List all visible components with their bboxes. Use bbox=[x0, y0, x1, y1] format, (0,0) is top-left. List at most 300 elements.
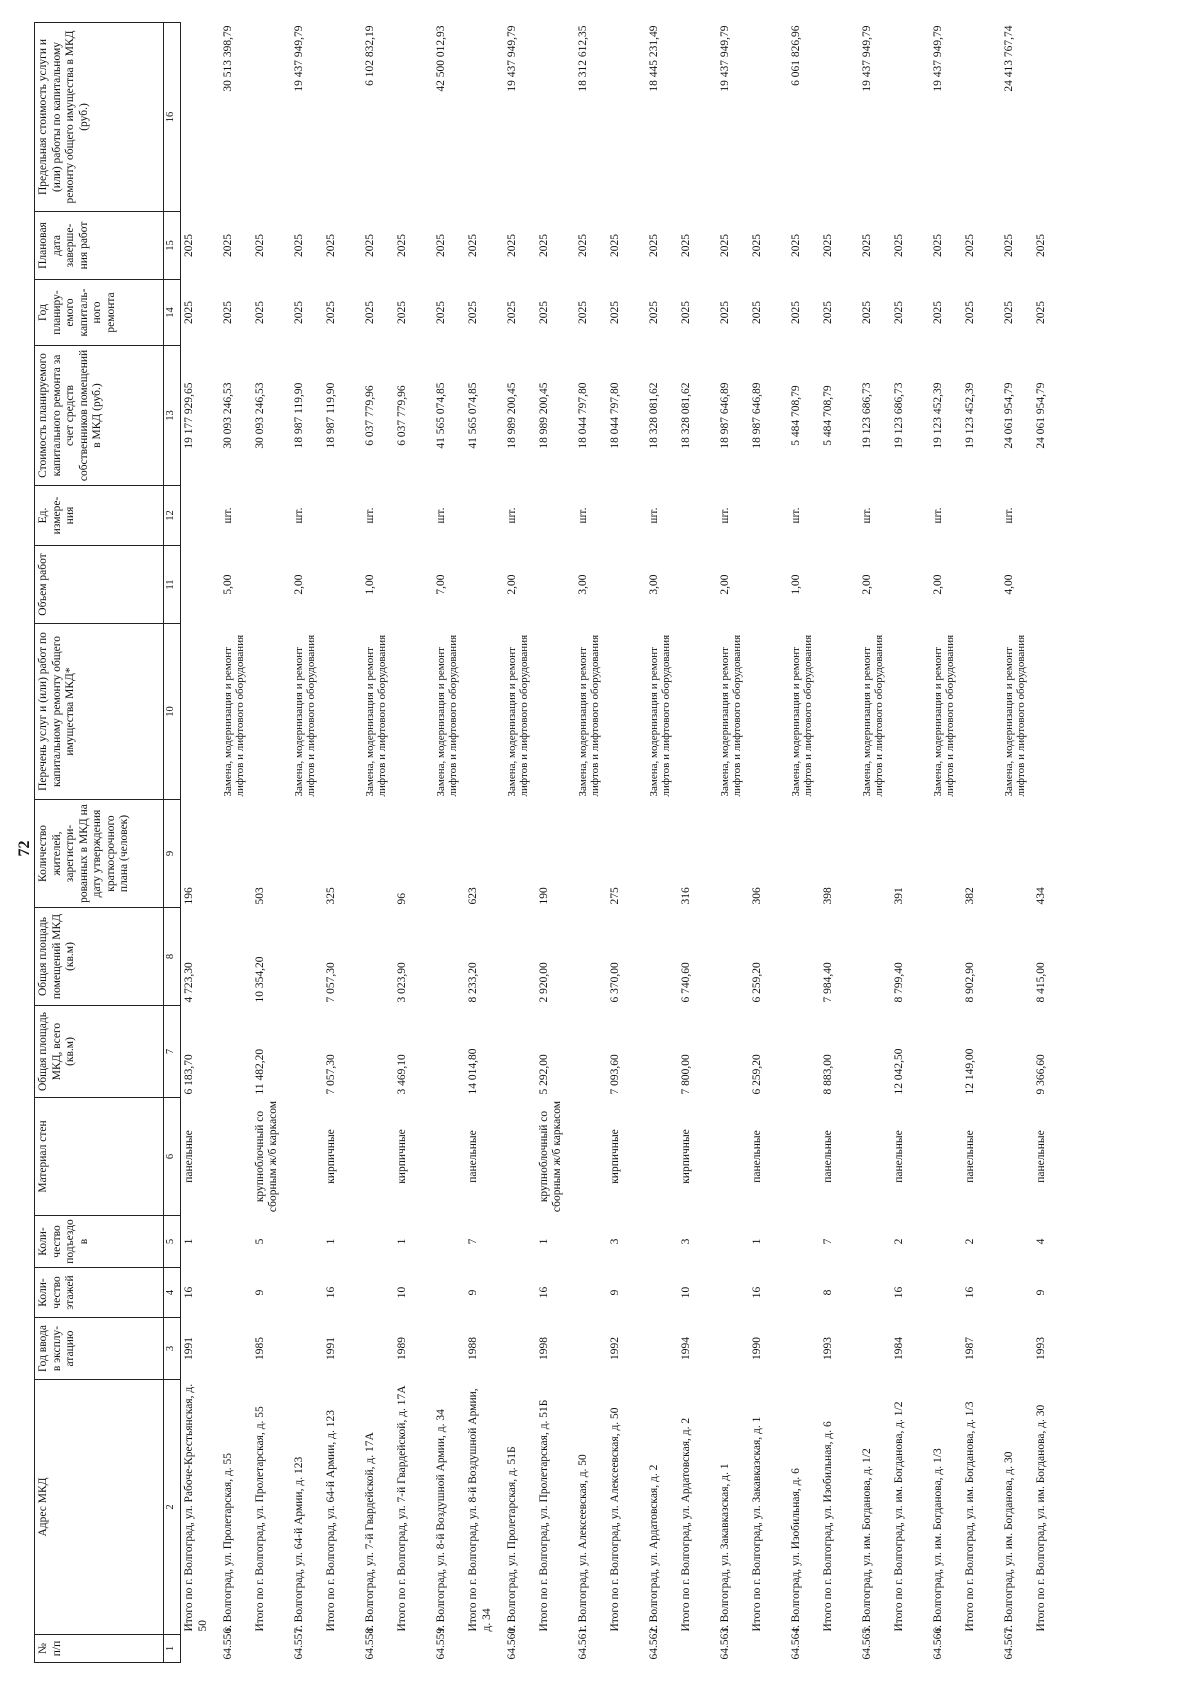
floors-cell bbox=[997, 1268, 1033, 1318]
total-area-cell bbox=[571, 1006, 607, 1098]
row-number: 64.564. bbox=[790, 1625, 802, 1660]
work-volume-cell bbox=[678, 546, 713, 624]
work-list-cell bbox=[252, 624, 287, 800]
total-area-cell: 7 093,60 bbox=[609, 1054, 621, 1095]
max-cost-cell bbox=[607, 23, 642, 212]
unit-cell: шт. bbox=[790, 507, 802, 524]
wall-material-cell: кирпичные bbox=[680, 1129, 692, 1184]
table-body bbox=[181, 23, 1069, 1663]
work-volume-cell: 2,00 bbox=[932, 574, 944, 595]
max-cost-cell: 19 437 949,79 bbox=[932, 25, 944, 92]
unit-cell: шт. bbox=[932, 507, 944, 524]
completion-date-cell: 2025 bbox=[648, 234, 660, 257]
max-cost-cell bbox=[678, 23, 713, 212]
work-volume-cell bbox=[820, 546, 855, 624]
wall-material-cell: крупноблочный со сборным ж/б каркасом bbox=[254, 1100, 280, 1213]
work-volume-cell: 2,00 bbox=[293, 574, 305, 595]
wall-material-cell bbox=[358, 1098, 394, 1216]
row-number bbox=[536, 1635, 571, 1663]
unit-cell bbox=[962, 486, 997, 546]
total-row bbox=[749, 23, 784, 1663]
wall-material-cell bbox=[287, 1098, 323, 1216]
max-cost-cell: 6 061 826,96 bbox=[790, 25, 802, 86]
unit-cell: шт. bbox=[719, 507, 731, 524]
entrances-cell: 1 bbox=[325, 1238, 337, 1245]
max-cost-cell bbox=[749, 23, 784, 212]
floors-cell: 16 bbox=[751, 1286, 763, 1299]
wall-material-cell: панельные bbox=[1035, 1130, 1047, 1183]
entrances-cell bbox=[571, 1216, 607, 1268]
address-cell: Итого по г. Волгоград, ул. Рабоче-Крестьянская, д. 50 bbox=[183, 1383, 209, 1632]
repair-year-cell: 2025 bbox=[364, 301, 376, 324]
entrances-cell bbox=[500, 1216, 536, 1268]
unit-cell: шт. bbox=[648, 507, 660, 524]
entrances-cell: 1 bbox=[396, 1238, 408, 1245]
address-cell: Итого по г. Волгоград, ул. 64-й Армии, д. 123 bbox=[325, 1410, 337, 1632]
work-list-cell: Замена, модернизация и ремонт лифтов и лифтового оборудования bbox=[506, 634, 531, 797]
total-row bbox=[1033, 23, 1068, 1663]
work-volume-cell: 7,00 bbox=[435, 574, 447, 595]
total-area-cell: 8 883,00 bbox=[822, 1054, 834, 1095]
repair-cost-cell: 18 044 797,80 bbox=[609, 382, 621, 449]
premises-area-cell: 8 415,00 bbox=[1035, 962, 1047, 1003]
repair-cost-cell: 19 123 452,39 bbox=[964, 382, 976, 449]
work-volume-cell bbox=[252, 546, 287, 624]
table-row bbox=[926, 23, 962, 1663]
column-number: 2 bbox=[164, 1380, 181, 1635]
repair-year-cell: 2025 bbox=[822, 301, 834, 324]
year-built-cell: 1991 bbox=[325, 1337, 337, 1360]
entrances-cell bbox=[216, 1216, 252, 1268]
max-cost-cell: 30 513 398,79 bbox=[222, 25, 234, 92]
premises-area-cell bbox=[358, 908, 394, 1006]
floors-cell bbox=[287, 1268, 323, 1318]
column-number: 13 bbox=[164, 346, 181, 486]
completion-date-cell: 2025 bbox=[467, 234, 479, 257]
row-number: 64.559. bbox=[435, 1625, 447, 1660]
repair-year-cell: 2025 bbox=[1003, 301, 1015, 324]
column-number: 14 bbox=[164, 280, 181, 346]
wall-material-cell bbox=[855, 1098, 891, 1216]
total-area-cell bbox=[784, 1006, 820, 1098]
floors-cell: 9 bbox=[1035, 1289, 1047, 1296]
repair-year-cell: 2025 bbox=[932, 301, 944, 324]
entrances-cell: 7 bbox=[822, 1238, 834, 1245]
premises-area-cell: 6 370,00 bbox=[609, 962, 621, 1003]
work-volume-cell bbox=[323, 546, 358, 624]
total-area-cell bbox=[287, 1006, 323, 1098]
wall-material-cell: панельные bbox=[964, 1130, 976, 1183]
work-list-cell bbox=[749, 624, 784, 800]
column-header: Плановая дата заверше-ния работ bbox=[35, 212, 164, 280]
completion-date-cell: 2025 bbox=[577, 234, 589, 257]
row-number bbox=[394, 1635, 429, 1663]
work-list-cell bbox=[962, 624, 997, 800]
column-number: 6 bbox=[164, 1098, 181, 1216]
residents-cell: 96 bbox=[396, 893, 408, 905]
repair-year-cell: 2025 bbox=[222, 301, 234, 324]
completion-date-cell: 2025 bbox=[293, 234, 305, 257]
row-number: 64.563. bbox=[719, 1625, 731, 1660]
table-row bbox=[713, 23, 749, 1663]
address-cell: г. Волгоград, ул. 8-й Воздушной Армии, д. 34 bbox=[435, 1409, 447, 1632]
wall-material-cell: кирпичные bbox=[325, 1129, 337, 1184]
floors-cell: 16 bbox=[893, 1286, 905, 1299]
repair-year-cell: 2025 bbox=[893, 301, 905, 324]
total-area-cell bbox=[997, 1006, 1033, 1098]
table-row bbox=[855, 23, 891, 1663]
address-cell: Итого по г. Волгоград, ул. им. Богданова, д. 30 bbox=[1035, 1404, 1047, 1632]
wall-material-cell: кирпичные bbox=[396, 1129, 408, 1184]
unit-cell: шт. bbox=[861, 507, 873, 524]
work-volume-cell: 2,00 bbox=[861, 574, 873, 595]
entrances-cell: 2 bbox=[964, 1238, 976, 1245]
row-number bbox=[607, 1635, 642, 1663]
address-cell: г. Волгоград, ул. Закавказская, д. 1 bbox=[719, 1463, 731, 1632]
max-cost-cell bbox=[394, 23, 429, 212]
year-built-cell: 1988 bbox=[467, 1337, 479, 1360]
work-list-cell bbox=[678, 624, 713, 800]
total-area-cell: 6 259,20 bbox=[751, 1054, 763, 1095]
address-cell: г. Волгоград, ул. Алексеевская, д. 50 bbox=[577, 1454, 589, 1632]
residents-cell bbox=[571, 800, 607, 908]
completion-date-cell: 2025 bbox=[964, 234, 976, 257]
column-header: Общая площадь МКД, всего (кв.м) bbox=[35, 1006, 164, 1098]
work-list-cell bbox=[536, 624, 571, 800]
work-list-cell: Замена, модернизация и ремонт лифтов и лифтового оборудования bbox=[861, 634, 886, 797]
repair-year-cell: 2025 bbox=[254, 301, 266, 324]
floors-cell: 16 bbox=[325, 1286, 337, 1299]
unit-cell bbox=[323, 486, 358, 546]
total-area-cell: 6 183,70 bbox=[183, 1054, 195, 1095]
row-number: 64.566. bbox=[932, 1625, 944, 1660]
completion-date-cell: 2025 bbox=[932, 234, 944, 257]
year-built-cell bbox=[287, 1318, 323, 1380]
column-header: Объем работ bbox=[35, 546, 164, 624]
total-row bbox=[252, 23, 287, 1663]
residents-cell: 316 bbox=[680, 887, 692, 905]
column-number: 7 bbox=[164, 1006, 181, 1098]
max-cost-cell: 42 500 012,93 bbox=[435, 25, 447, 92]
work-volume-cell: 3,00 bbox=[577, 574, 589, 595]
repair-year-cell: 2025 bbox=[325, 301, 337, 324]
address-cell: Итого по г. Волгоград, ул. им. Богданова, д. 1/3 bbox=[964, 1401, 976, 1632]
wall-material-cell bbox=[997, 1098, 1033, 1216]
address-cell: г. Волгоград, ул. 7-й Гвардейской, д. 17А bbox=[364, 1432, 376, 1632]
row-number: 64.560. bbox=[506, 1625, 518, 1660]
year-built-cell bbox=[500, 1318, 536, 1380]
residents-cell bbox=[358, 800, 394, 908]
page-number: 72 bbox=[16, 840, 33, 857]
work-volume-cell bbox=[465, 546, 500, 624]
unit-cell bbox=[465, 486, 500, 546]
work-list-cell: Замена, модернизация и ремонт лифтов и лифтового оборудования bbox=[648, 634, 673, 797]
address-cell: Итого по г. Волгоград, ул. 7-й Гвардейской, д. 17А bbox=[396, 1385, 408, 1632]
completion-date-cell: 2025 bbox=[222, 234, 234, 257]
total-area-cell bbox=[216, 1006, 252, 1098]
row-number: 64.565. bbox=[861, 1625, 873, 1660]
floors-cell: 16 bbox=[183, 1286, 195, 1299]
repair-year-cell: 2025 bbox=[719, 301, 731, 324]
repair-year-cell: 2025 bbox=[538, 301, 550, 324]
repair-year-cell: 2025 bbox=[293, 301, 305, 324]
address-cell: г. Волгоград, ул. им. Богданова, д. 1/3 bbox=[932, 1448, 944, 1632]
total-area-cell bbox=[358, 1006, 394, 1098]
year-built-cell bbox=[358, 1318, 394, 1380]
year-built-cell: 1990 bbox=[751, 1337, 763, 1360]
year-built-cell: 1984 bbox=[893, 1337, 905, 1360]
wall-material-cell: панельные bbox=[893, 1130, 905, 1183]
repair-cost-cell: 18 987 646,89 bbox=[719, 382, 731, 449]
column-header: Общая площадь помещений МКД (кв.м) bbox=[35, 908, 164, 1006]
unit-cell: шт. bbox=[293, 507, 305, 524]
work-list-cell bbox=[465, 624, 500, 800]
table-row bbox=[642, 23, 678, 1663]
entrances-cell bbox=[997, 1216, 1033, 1268]
column-header: Перечень услуг и (или) работ по капитальному ремонту общего имущества МКД* bbox=[35, 624, 164, 800]
year-built-cell: 1991 bbox=[183, 1337, 195, 1360]
repair-year-cell: 2025 bbox=[964, 301, 976, 324]
floors-cell bbox=[500, 1268, 536, 1318]
premises-area-cell: 7 984,40 bbox=[822, 962, 834, 1003]
max-cost-cell bbox=[536, 23, 571, 212]
max-cost-cell: 6 102 832,19 bbox=[364, 25, 376, 86]
entrances-cell: 3 bbox=[680, 1238, 692, 1245]
row-number bbox=[962, 1635, 997, 1663]
column-number: 11 bbox=[164, 546, 181, 624]
wall-material-cell: панельные bbox=[751, 1130, 763, 1183]
repair-cost-cell: 30 093 246,53 bbox=[254, 382, 266, 449]
work-list-cell: Замена, модернизация и ремонт лифтов и лифтового оборудования bbox=[222, 634, 247, 797]
column-header: Количество жителей, зарегистри-рованных в МКД на дату утверждения краткосрочного плана (человек) bbox=[35, 800, 164, 908]
entrances-cell bbox=[926, 1216, 962, 1268]
work-volume-cell: 1,00 bbox=[364, 574, 376, 595]
floors-cell: 16 bbox=[964, 1286, 976, 1299]
total-row bbox=[465, 23, 500, 1663]
total-area-cell: 12 149,00 bbox=[964, 1048, 976, 1095]
unit-cell bbox=[1033, 486, 1068, 546]
premises-area-cell: 4 723,30 bbox=[183, 962, 195, 1003]
unit-cell: шт. bbox=[577, 507, 589, 524]
row-number bbox=[678, 1635, 713, 1663]
entrances-cell bbox=[642, 1216, 678, 1268]
work-list-cell bbox=[891, 624, 926, 800]
total-area-cell: 12 042,50 bbox=[893, 1048, 905, 1095]
completion-date-cell: 2025 bbox=[506, 234, 518, 257]
column-number: 5 bbox=[164, 1216, 181, 1268]
residents-cell bbox=[216, 800, 252, 908]
repair-cost-cell: 19 177 929,65 bbox=[183, 382, 195, 449]
year-built-cell bbox=[855, 1318, 891, 1380]
unit-cell: шт. bbox=[364, 507, 376, 524]
work-volume-cell: 2,00 bbox=[719, 574, 731, 595]
work-volume-cell bbox=[607, 546, 642, 624]
column-number: 10 bbox=[164, 624, 181, 800]
repair-year-cell: 2025 bbox=[396, 301, 408, 324]
total-area-cell bbox=[500, 1006, 536, 1098]
column-header: Предельная стоимость услуги и (или) работы по капитальному ремонту общего имущества в МКД (руб.) bbox=[35, 23, 164, 212]
repair-year-cell: 2025 bbox=[1035, 301, 1047, 324]
column-number-row bbox=[164, 23, 181, 1663]
row-number bbox=[465, 1635, 500, 1663]
total-row bbox=[891, 23, 926, 1663]
header-row bbox=[35, 23, 164, 1663]
total-area-cell bbox=[926, 1006, 962, 1098]
year-built-cell bbox=[429, 1318, 465, 1380]
total-area-cell: 5 292,00 bbox=[538, 1054, 550, 1095]
wall-material-cell bbox=[784, 1098, 820, 1216]
repair-year-cell: 2025 bbox=[577, 301, 589, 324]
work-list-cell: Замена, модернизация и ремонт лифтов и лифтового оборудования bbox=[577, 634, 602, 797]
total-area-cell: 9 366,60 bbox=[1035, 1054, 1047, 1095]
premises-area-cell bbox=[997, 908, 1033, 1006]
work-volume-cell bbox=[1033, 546, 1068, 624]
table-row bbox=[287, 23, 323, 1663]
column-number: 8 bbox=[164, 908, 181, 1006]
work-volume-cell: 5,00 bbox=[222, 574, 234, 595]
work-list-cell: Замена, модернизация и ремонт лифтов и лифтового оборудования bbox=[1003, 634, 1028, 797]
premises-area-cell bbox=[855, 908, 891, 1006]
completion-date-cell: 2025 bbox=[680, 234, 692, 257]
completion-date-cell: 2025 bbox=[1003, 234, 1015, 257]
entrances-cell bbox=[855, 1216, 891, 1268]
residents-cell bbox=[784, 800, 820, 908]
unit-cell bbox=[749, 486, 784, 546]
completion-date-cell: 2025 bbox=[861, 234, 873, 257]
floors-cell: 8 bbox=[822, 1289, 834, 1296]
row-number bbox=[749, 1635, 784, 1663]
max-cost-cell: 18 312 612,35 bbox=[577, 25, 589, 92]
residents-cell bbox=[713, 800, 749, 908]
work-list-cell bbox=[1033, 624, 1068, 800]
column-number: 3 bbox=[164, 1318, 181, 1380]
premises-area-cell: 8 902,90 bbox=[964, 962, 976, 1003]
total-row bbox=[820, 23, 855, 1663]
completion-date-cell: 2025 bbox=[435, 234, 447, 257]
work-list-cell: Замена, модернизация и ремонт лифтов и лифтового оборудования bbox=[932, 634, 957, 797]
total-area-cell: 14 014,80 bbox=[467, 1048, 479, 1095]
repair-cost-cell: 18 989 200,45 bbox=[506, 382, 518, 449]
residents-cell: 196 bbox=[183, 887, 195, 905]
column-header: Адрес МКД bbox=[35, 1380, 164, 1635]
repair-cost-cell: 18 989 200,45 bbox=[538, 382, 550, 449]
repair-cost-cell: 41 565 074,85 bbox=[467, 382, 479, 449]
floors-cell bbox=[784, 1268, 820, 1318]
total-area-cell: 3 469,10 bbox=[396, 1054, 408, 1095]
total-area-cell: 7 800,00 bbox=[680, 1054, 692, 1095]
entrances-cell: 5 bbox=[254, 1238, 266, 1245]
year-built-cell bbox=[571, 1318, 607, 1380]
column-number: 15 bbox=[164, 212, 181, 280]
total-row bbox=[607, 23, 642, 1663]
entrances-cell: 1 bbox=[538, 1238, 550, 1245]
floors-cell: 10 bbox=[680, 1286, 692, 1299]
floors-cell: 16 bbox=[538, 1286, 550, 1299]
column-header: Коли-чество этажей bbox=[35, 1268, 164, 1318]
completion-date-cell: 2025 bbox=[364, 234, 376, 257]
premises-area-cell bbox=[216, 908, 252, 1006]
row-number: 64.558. bbox=[364, 1625, 376, 1660]
wall-material-cell bbox=[571, 1098, 607, 1216]
residents-cell bbox=[500, 800, 536, 908]
address-cell: Итого по г. Волгоград, ул. им. Богданова, д. 1/2 bbox=[893, 1401, 905, 1632]
year-built-cell: 1992 bbox=[609, 1337, 621, 1360]
year-built-cell bbox=[926, 1318, 962, 1380]
row-number bbox=[820, 1635, 855, 1663]
row-number: 64.556. bbox=[222, 1625, 234, 1660]
completion-date-cell: 2025 bbox=[893, 234, 905, 257]
column-number: 4 bbox=[164, 1268, 181, 1318]
wall-material-cell: панельные bbox=[183, 1130, 195, 1183]
entrances-cell bbox=[358, 1216, 394, 1268]
table-row bbox=[571, 23, 607, 1663]
unit-cell bbox=[181, 486, 217, 546]
capital-repair-table bbox=[34, 22, 1068, 1663]
address-cell: Итого по г. Волгоград, ул. Ардатовская, д. 2 bbox=[680, 1417, 692, 1632]
repair-cost-cell: 19 123 686,73 bbox=[893, 382, 905, 449]
unit-cell bbox=[678, 486, 713, 546]
address-cell: г. Волгоград, ул. Изобильная, д. 6 bbox=[790, 1468, 802, 1632]
residents-cell: 382 bbox=[964, 887, 976, 905]
floors-cell bbox=[926, 1268, 962, 1318]
work-list-cell bbox=[394, 624, 429, 800]
repair-year-cell: 2025 bbox=[506, 301, 518, 324]
repair-year-cell: 2025 bbox=[435, 301, 447, 324]
max-cost-cell bbox=[820, 23, 855, 212]
row-number bbox=[252, 1635, 287, 1663]
repair-cost-cell: 18 044 797,80 bbox=[577, 382, 589, 449]
column-header: Ед. измере-ния bbox=[35, 486, 164, 546]
max-cost-cell: 19 437 949,79 bbox=[861, 25, 873, 92]
column-number: 16 bbox=[164, 23, 181, 212]
entrances-cell bbox=[713, 1216, 749, 1268]
repair-cost-cell: 24 061 954,79 bbox=[1035, 382, 1047, 449]
repair-cost-cell: 6 037 779,96 bbox=[396, 385, 408, 446]
work-list-cell: Замена, модернизация и ремонт лифтов и лифтового оборудования bbox=[719, 634, 744, 797]
entrances-cell: 7 bbox=[467, 1238, 479, 1245]
completion-date-cell: 2025 bbox=[538, 234, 550, 257]
premises-area-cell bbox=[287, 908, 323, 1006]
repair-cost-cell: 5 484 708,79 bbox=[790, 385, 802, 446]
premises-area-cell bbox=[500, 908, 536, 1006]
residents-cell: 325 bbox=[325, 887, 337, 905]
table-row bbox=[216, 23, 252, 1663]
floors-cell bbox=[216, 1268, 252, 1318]
repair-cost-cell: 19 123 686,73 bbox=[861, 382, 873, 449]
unit-cell bbox=[394, 486, 429, 546]
max-cost-cell: 18 445 231,49 bbox=[648, 25, 660, 92]
residents-cell: 190 bbox=[538, 887, 550, 905]
column-header: Материал стен bbox=[35, 1098, 164, 1216]
max-cost-cell: 24 413 767,74 bbox=[1003, 25, 1015, 92]
work-list-cell bbox=[181, 624, 217, 800]
premises-area-cell: 3 023,90 bbox=[396, 962, 408, 1003]
wall-material-cell: кирпичные bbox=[609, 1129, 621, 1184]
work-volume-cell: 4,00 bbox=[1003, 574, 1015, 595]
completion-date-cell: 2025 bbox=[751, 234, 763, 257]
premises-area-cell bbox=[926, 908, 962, 1006]
entrances-cell bbox=[429, 1216, 465, 1268]
completion-date-cell: 2025 bbox=[790, 234, 802, 257]
entrances-cell: 1 bbox=[183, 1238, 195, 1245]
residents-cell bbox=[855, 800, 891, 908]
column-header: Стоимость планируемого капитального ремонта за счет средств собственников помещений в МКД (руб.) bbox=[35, 346, 164, 486]
column-number: 1 bbox=[164, 1635, 181, 1663]
repair-year-cell: 2025 bbox=[751, 301, 763, 324]
total-row bbox=[962, 23, 997, 1663]
unit-cell bbox=[252, 486, 287, 546]
wall-material-cell bbox=[429, 1098, 465, 1216]
